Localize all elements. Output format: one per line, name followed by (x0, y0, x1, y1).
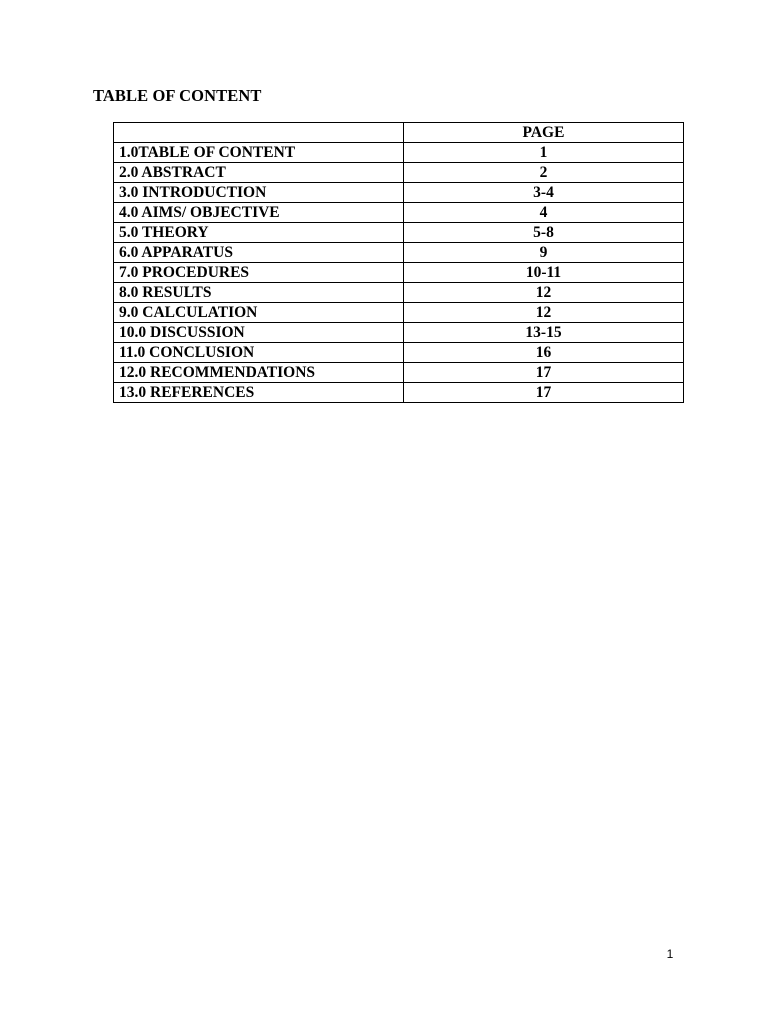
page-number-cell: 1 (404, 143, 684, 163)
page-number-cell: 17 (404, 363, 684, 383)
footer-page-number: 1 (666, 947, 674, 961)
table-row (114, 163, 684, 183)
section-title-cell: 5.0 THEORY (114, 223, 404, 243)
section-title-cell: 7.0 PROCEDURES (114, 263, 404, 283)
table-row (114, 223, 684, 243)
table-row (114, 283, 684, 303)
section-title-cell: 1.0TABLE OF CONTENT (114, 143, 404, 163)
page-number-cell: 9 (404, 243, 684, 263)
table-row (114, 383, 684, 403)
table-header-row (114, 123, 684, 143)
page-number-cell: 4 (404, 203, 684, 223)
table-row (114, 303, 684, 323)
table-row (114, 203, 684, 223)
table-row (114, 263, 684, 283)
page-number-cell: 12 (404, 283, 684, 303)
header-page-cell: PAGE (404, 123, 684, 143)
section-title-cell: 9.0 CALCULATION (114, 303, 404, 323)
page-number-cell: 5-8 (404, 223, 684, 243)
section-title-cell: 6.0 APPARATUS (114, 243, 404, 263)
header-section-cell (114, 123, 404, 143)
section-title-cell: 3.0 INTRODUCTION (114, 183, 404, 203)
page-number-cell: 10-11 (404, 263, 684, 283)
table-row (114, 323, 684, 343)
section-title-cell: 12.0 RECOMMENDATIONS (114, 363, 404, 383)
section-title-cell: 4.0 AIMS/ OBJECTIVE (114, 203, 404, 223)
table-of-contents (113, 122, 684, 403)
page-number-cell: 16 (404, 343, 684, 363)
table-row (114, 143, 684, 163)
table-row (114, 243, 684, 263)
page-title: TABLE OF CONTENT (93, 86, 262, 105)
table-row (114, 183, 684, 203)
section-title-cell: 2.0 ABSTRACT (114, 163, 404, 183)
page-number-cell: 17 (404, 383, 684, 403)
section-title-cell: 13.0 REFERENCES (114, 383, 404, 403)
section-title-cell: 11.0 CONCLUSION (114, 343, 404, 363)
section-title-cell: 10.0 DISCUSSION (114, 323, 404, 343)
page-number-cell: 12 (404, 303, 684, 323)
page-number-cell: 2 (404, 163, 684, 183)
section-title-cell: 8.0 RESULTS (114, 283, 404, 303)
table-row (114, 363, 684, 383)
page-number-cell: 3-4 (404, 183, 684, 203)
page-number-cell: 13-15 (404, 323, 684, 343)
table-row (114, 343, 684, 363)
